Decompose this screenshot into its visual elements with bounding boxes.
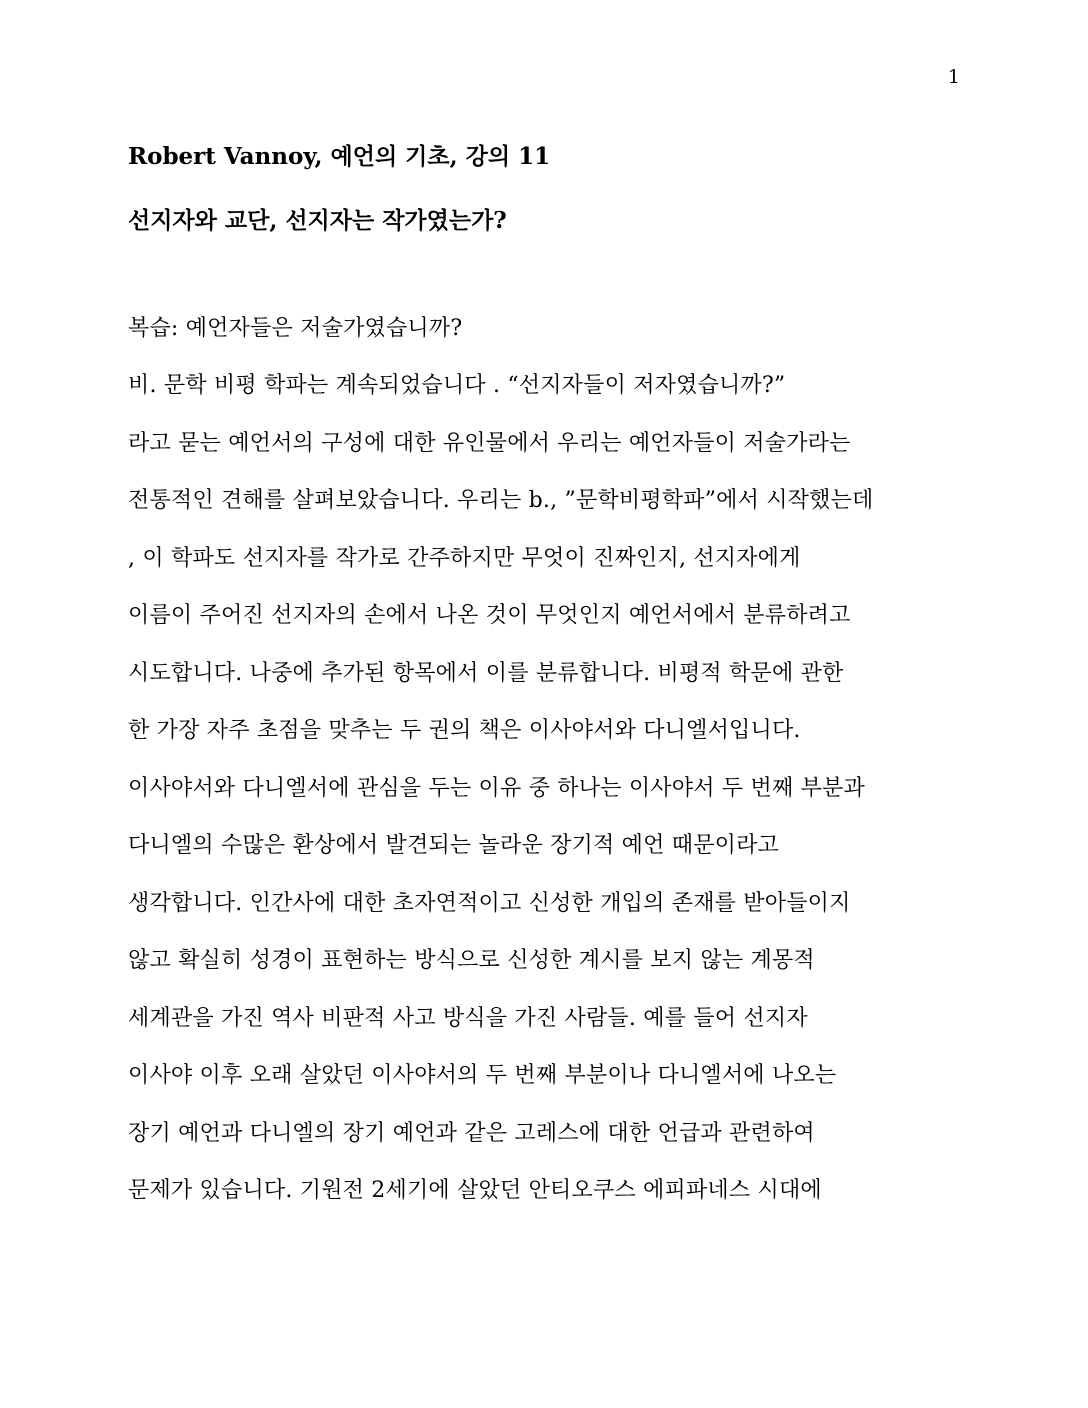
body-line: 문제가 있습니다. 기원전 2세기에 살았던 안티오쿠스 에피파네스 시대에 — [128, 1178, 822, 1203]
document-subtitle: 선지자와 교단, 선지자는 작가였는가? — [128, 207, 507, 234]
body-line: 라고 묻는 예언서의 구성에 대한 유인물에서 우리는 예언자들이 저술가라는 — [128, 431, 851, 456]
body-line: 전통적인 견해를 살펴보았습니다. 우리는 b., ”문학비평학파”에서 시작했는데 — [128, 488, 874, 513]
body-line: 생각합니다. 인간사에 대한 초자연적이고 신성한 개입의 존재를 받아들이지 — [128, 891, 851, 916]
body-line: 세계관을 가진 역사 비판적 사고 방식을 가진 사람들. 예를 들어 선지자 — [128, 1006, 808, 1031]
body-line: 비. 문학 비평 학파는 계속되었습니다 . “선지자들이 저자였습니까?” — [128, 373, 786, 398]
body-line: 장기 예언과 다니엘의 장기 예언과 같은 고레스에 대한 언급과 관련하여 — [128, 1121, 815, 1146]
body-line: 이름이 주어진 선지자의 손에서 나온 것이 무엇인지 예언서에서 분류하려고 — [128, 603, 851, 628]
body-line: 다니엘의 수많은 환상에서 발견되는 놀라운 장기적 예언 때문이라고 — [128, 833, 780, 858]
body-line: , 이 학파도 선지자를 작가로 간주하지만 무엇이 진짜인지, 선지자에게 — [128, 546, 801, 571]
body-line: 시도합니다. 나중에 추가된 항목에서 이를 분류합니다. 비평적 학문에 관한 — [128, 661, 844, 686]
document-title: Robert Vannoy, 예언의 기초, 강의 11 — [128, 143, 551, 170]
page-number: 1 — [947, 66, 960, 88]
body-line: 않고 확실히 성경이 표현하는 방식으로 신성한 계시를 보지 않는 계몽적 — [128, 948, 815, 973]
body-line: 복습: 예언자들은 저술가였습니까? — [128, 316, 463, 341]
body-line: 한 가장 자주 초점을 맞추는 두 권의 책은 이사야서와 다니엘서입니다. — [128, 718, 801, 743]
body-line: 이사야서와 다니엘서에 관심을 두는 이유 중 하나는 이사야서 두 번째 부분과 — [128, 776, 865, 801]
body-line: 이사야 이후 오래 살았던 이사야서의 두 번째 부분이나 다니엘서에 나오는 — [128, 1063, 837, 1088]
